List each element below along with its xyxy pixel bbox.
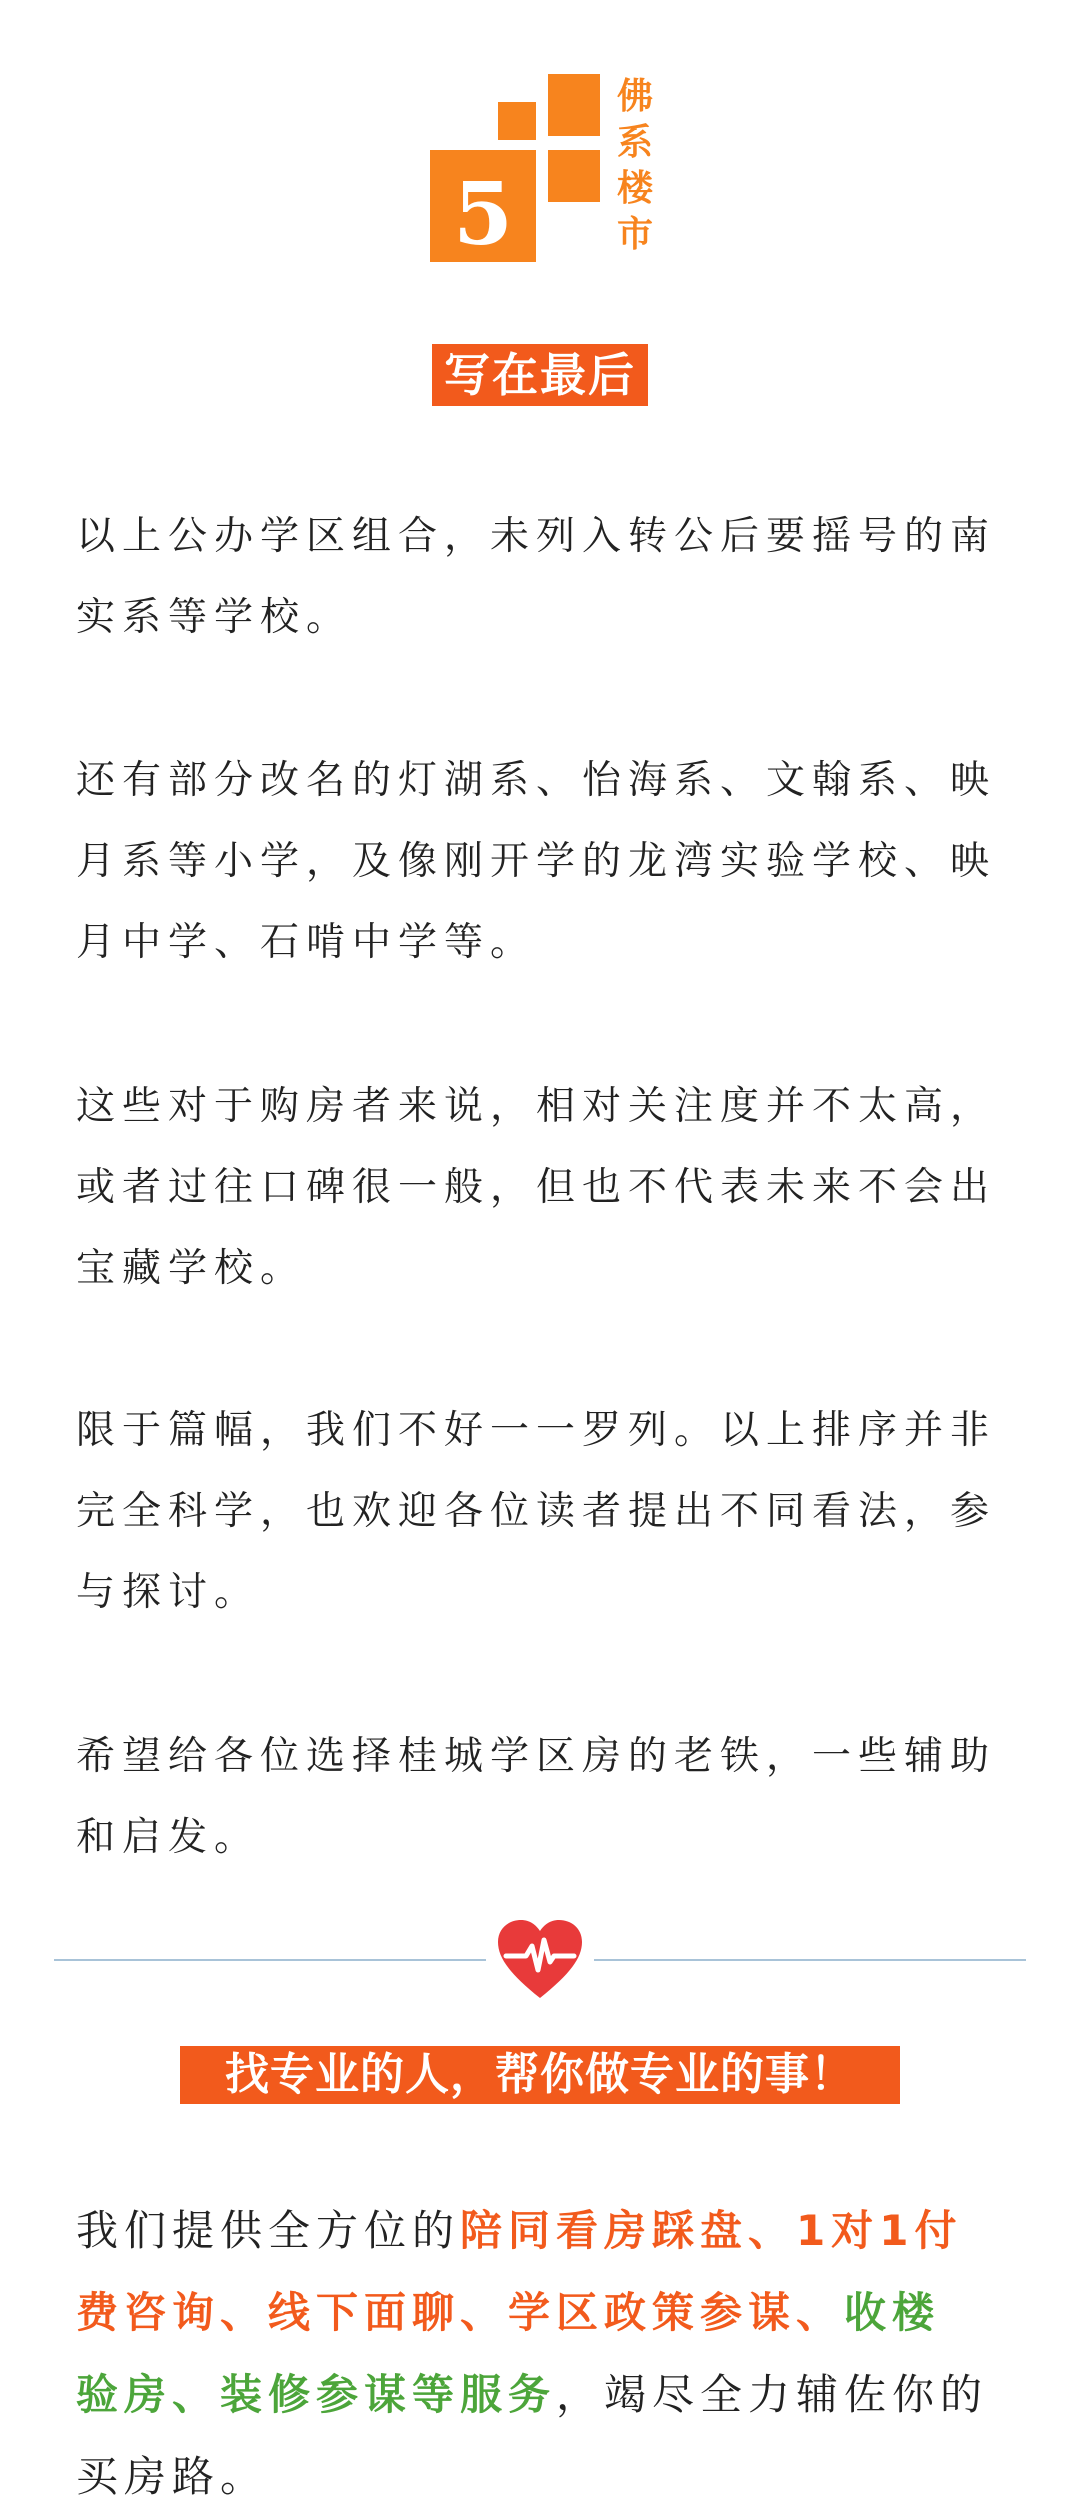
logo-number: 5: [453, 164, 513, 264]
paragraph-line: 月系等小学，及像刚开学的龙湾实验学校、映: [76, 839, 997, 884]
logo-char-3: 楼: [616, 168, 654, 209]
logo-square-top-large: [548, 74, 600, 136]
promo-line-1: [76, 2190, 1006, 2272]
paragraph-line: 限于篇幅，我们不好一一罗列。以上排序并非: [76, 1408, 997, 1453]
logo-char-1: 佛: [616, 76, 654, 117]
promo-line-2: [76, 2272, 1006, 2354]
divider-line-left: [54, 1959, 486, 1961]
heart-pulse-icon: [496, 1918, 584, 2002]
paragraph-4: [76, 1390, 1006, 1633]
logo-square-top-small: [498, 102, 536, 140]
promo-text-highlight: 费咨询、线下面聊、学区政策参谋、: [76, 2288, 845, 2337]
paragraph-line: 这些对于购房者来说，相对关注度并不太高，: [76, 1084, 997, 1129]
logo-char-2: 系: [616, 122, 654, 163]
promo-title: 找专业的人，帮你做专业的事！: [180, 2046, 900, 2104]
paragraph-1: [76, 496, 1006, 658]
paragraph-line: 月中学、石啃中学等。: [76, 920, 537, 965]
promo-text-plain: 买房路。: [76, 2452, 269, 2501]
promo-text-plain: 我们提供全方位的: [76, 2206, 461, 2255]
paragraph-3: [76, 1066, 1006, 1309]
paragraph-line: 与探讨。: [76, 1570, 261, 1615]
promo-line-3: [76, 2354, 1006, 2436]
paragraph-line: 实系等学校。: [76, 595, 353, 640]
promo-line-4: [76, 2436, 1006, 2518]
promo-text-highlight: 陪同看房踩盘、1对1付: [460, 2206, 963, 2255]
promo-paragraph: [76, 2190, 1006, 2518]
promo-text-plain: ，竭尽全力辅佐你的: [556, 2370, 989, 2419]
section-title: 写在最后: [432, 344, 648, 406]
paragraph-line: 完全科学，也欢迎各位读者提出不同看法，参: [76, 1489, 997, 1534]
promo-text-highlight-green: 验房、装修参谋等服务: [76, 2370, 557, 2419]
paragraph-line: 希望给各位选择桂城学区房的老铁，一些辅助: [76, 1734, 997, 1779]
paragraph-line: 以上公办学区组合，未列入转公后要摇号的南: [76, 514, 997, 559]
paragraph-5: [76, 1716, 1006, 1878]
divider-line-right: [594, 1959, 1026, 1961]
logo-char-4: 市: [616, 214, 654, 255]
brand-logo: [430, 74, 660, 264]
paragraph-2: [76, 740, 1006, 983]
logo-square-mid: [548, 150, 600, 202]
paragraph-line: 和启发。: [76, 1815, 261, 1860]
paragraph-line: 还有部分改名的灯湖系、怡海系、文翰系、映: [76, 758, 997, 803]
paragraph-line: 宝藏学校。: [76, 1246, 307, 1291]
promo-text-highlight-green: 收楼: [844, 2288, 941, 2337]
paragraph-line: 或者过往口碑很一般，但也不代表未来不会出: [76, 1165, 997, 1210]
